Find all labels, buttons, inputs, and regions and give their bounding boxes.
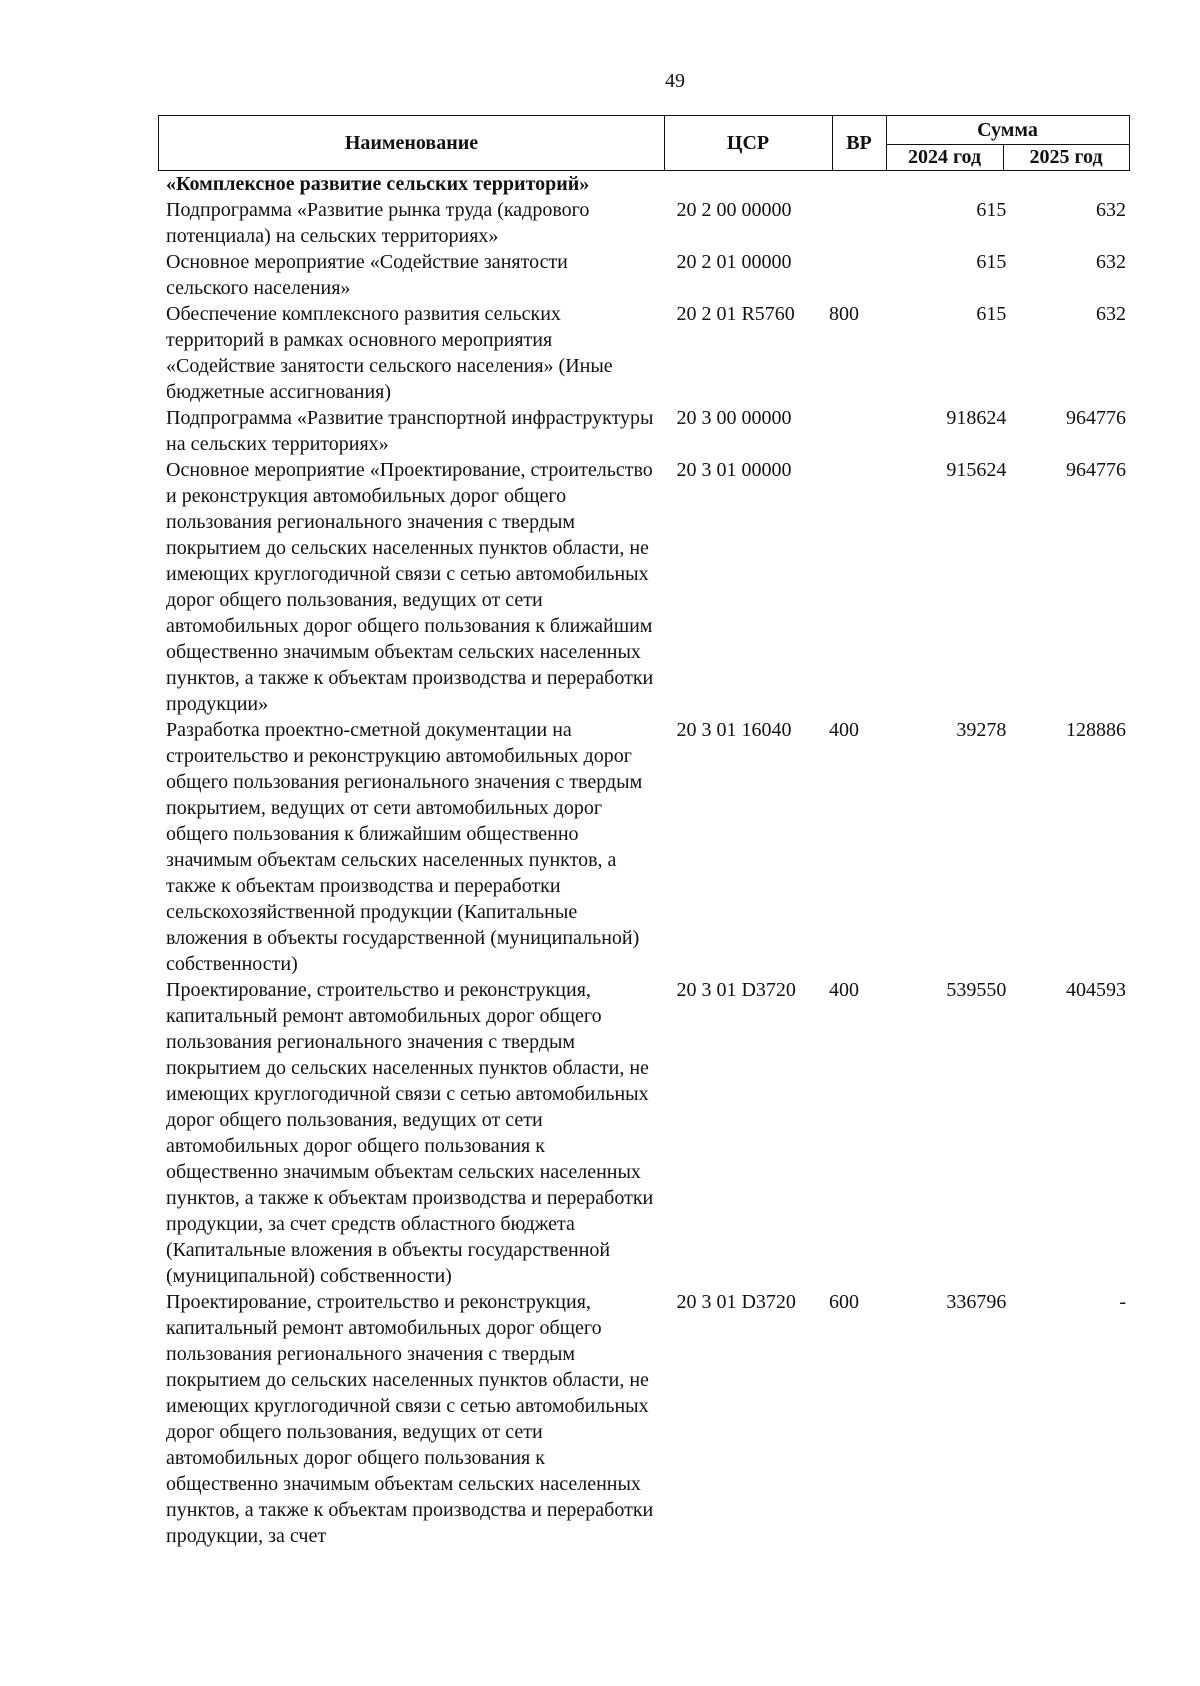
row-name: «Комплексное развитие сельских территорий» [166,173,590,195]
row-amount-2024: 615 [976,199,1007,221]
table-row [166,457,1126,717]
row-csr: 20 2 01 00000 [676,251,792,273]
header-sum: Сумма [886,116,1129,145]
row-csr: 20 2 01 R5760 [676,303,795,325]
row-amount-2025: 632 [1096,199,1127,221]
row-amount-2024: 539550 [946,979,1007,1001]
header-year-2025: 2025 год [1029,145,1103,168]
table-header [158,115,1130,171]
row-name: Основное мероприятие «Содействие занятости сельского населения» [166,251,568,299]
row-name: Подпрограмма «Развитие транспортной инфраструктуры на сельских территориях» [166,407,654,455]
header-vr: ВР [832,116,887,170]
row-csr: 20 3 01 16040 [676,719,792,741]
row-name: Проектирование, строительство и реконструкция, капитальный ремонт автомобильных дорог общего пользования регионального значения с твердым покрытием до сельских населенных пунктов области, не имеющих круглогодичной связи с сетью автомобильных дорог общего пользования, ведущих от сети автомобильных дорог общего пользования к общественно значимым объектам сельских населенных пунктов, а также к объектам производства и переработки продукции, за счет [166,1291,654,1547]
row-amount-2025: 128886 [1066,719,1127,741]
row-amount-2025 [1006,171,1126,197]
row-amount-2024: 615 [976,303,1007,325]
table-row [166,977,1126,1289]
table-row [166,1289,1126,1549]
row-csr [654,171,829,197]
row-csr: 20 2 00 00000 [676,199,792,221]
table-row [166,301,1126,405]
row-vr [829,171,887,197]
row-amount-2024 [887,171,1007,197]
row-vr: 800 [828,303,859,325]
row-name: Проектирование, строительство и реконструкция, капитальный ремонт автомобильных дорог общего пользования регионального значения с твердым покрытием до сельских населенных пунктов области, не имеющих круглогодичной связи с сетью автомобильных дорог общего пользования, ведущих от сети автомобильных дорог общего пользования к общественно значимым объектам сельских населенных пунктов, а также к объектам производства и переработки продукции, за счет средств областного бюджета (Капитальные вложения в объекты государственной (муниципальной) собственности) [166,979,654,1287]
row-amount-2025: 964776 [1066,459,1127,481]
table-row [166,405,1126,457]
row-amount-2024: 336796 [946,1291,1007,1313]
row-csr: 20 3 01 D3720 [676,1291,796,1313]
row-amount-2024: 39278 [956,719,1007,741]
row-amount-2024: 615 [976,251,1007,273]
row-vr [829,197,887,249]
row-vr: 400 [828,719,859,741]
page-number: 49 [665,70,685,92]
row-vr [829,457,887,717]
row-amount-2025: 964776 [1066,407,1127,429]
table-row [166,171,1126,197]
row-amount-2024: 915624 [946,459,1007,481]
header-year-2024: 2024 год [886,144,1004,170]
table-row [166,717,1126,977]
header-name: Наименование [159,116,665,170]
row-amount-2024: 918624 [946,407,1007,429]
row-name: Разработка проектно-сметной документации на строительство и реконструкцию автомобильных дорог общего пользования регионального значения с твердым покрытием, ведущих от сети автомобильных дорог общего пользования к ближайшим общественно значимым объектам сельских населенных пунктов, а также к объектам производства и переработки сельскохозяйственной продукции (Капитальные вложения в объекты государственной (муниципальной) собственности) [166,719,643,975]
row-name: Подпрограмма «Развитие рынка труда (кадрового потенциала) на сельских территориях» [166,199,590,247]
table-body [166,171,1126,1549]
row-amount-2025: 632 [1096,303,1127,325]
row-amount-2025: 632 [1096,251,1127,273]
row-name: Обеспечение комплексного развития сельских территорий в рамках основного мероприятия «Содействие занятости сельского населения» (Иные бюджетные ассигнования) [166,303,613,403]
row-vr: 600 [828,1291,859,1313]
table-row [166,197,1126,249]
row-vr [829,405,887,457]
row-vr [829,249,887,301]
header-csr: ЦСР [664,116,833,170]
row-amount-2025: 404593 [1066,979,1127,1001]
table-row [166,249,1126,301]
row-csr: 20 3 01 00000 [676,459,792,481]
row-vr: 400 [828,979,859,1001]
row-csr: 20 3 01 D3720 [676,979,796,1001]
row-name: Основное мероприятие «Проектирование, строительство и реконструкция автомобильных дорог общего пользования регионального значения с твердым покрытием до сельских населенных пунктов области, не имеющих круглогодичной связи с сетью автомобильных дорог общего пользования, ведущих от сети автомобильных дорог общего пользования к ближайшим общественно значимым объектам сельских населенных пунктов, а также к объектам производства и переработки продукции» [166,459,654,715]
row-amount-2025: - [1119,1291,1127,1313]
row-csr: 20 3 00 00000 [676,407,792,429]
